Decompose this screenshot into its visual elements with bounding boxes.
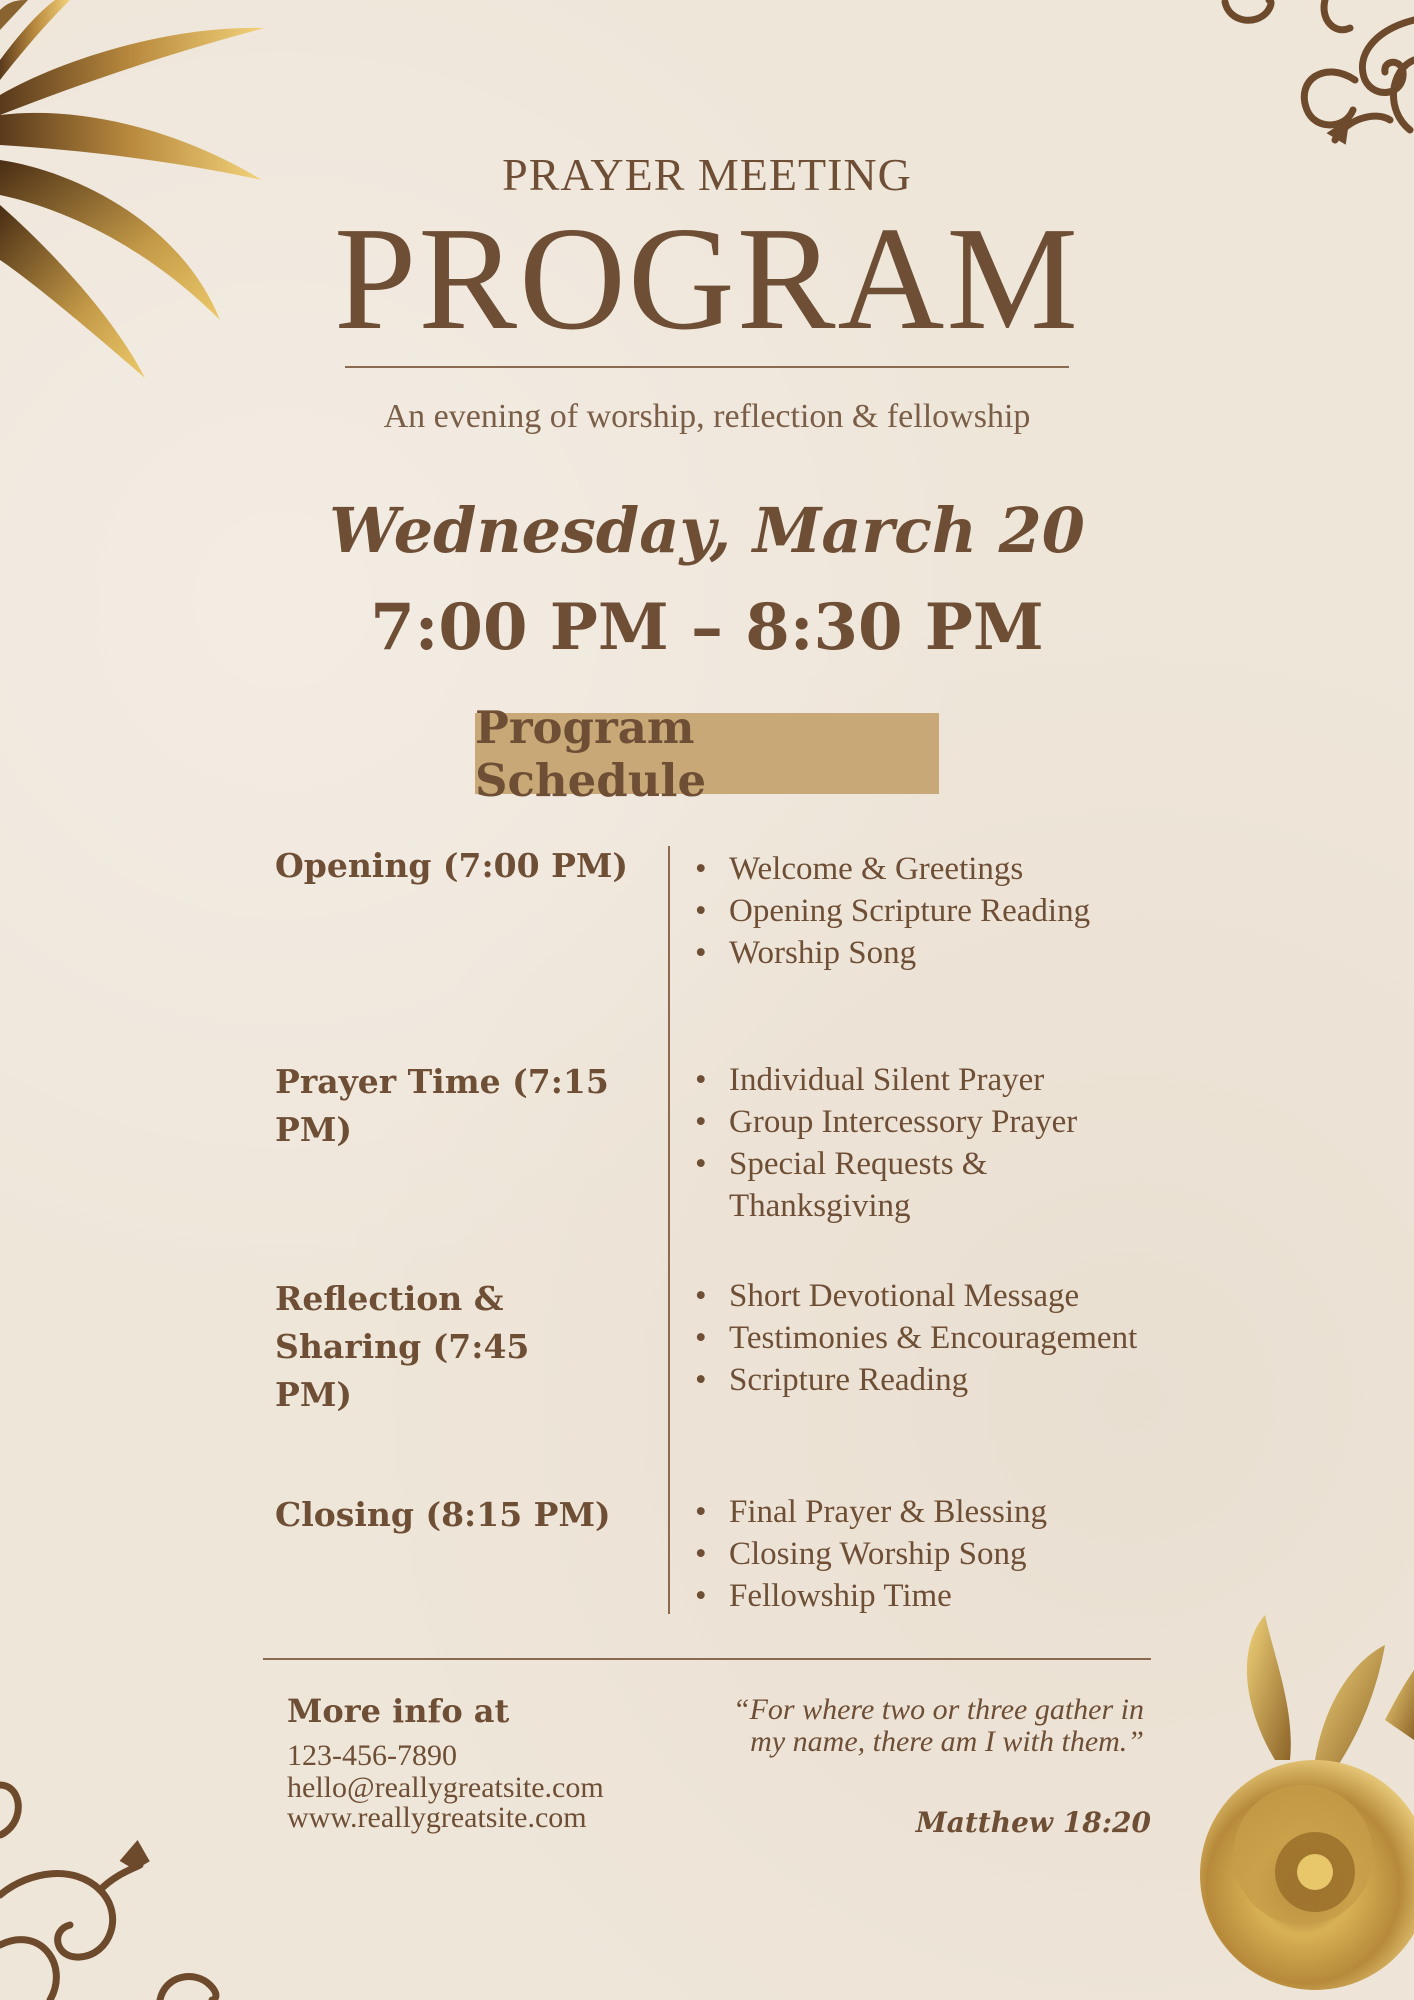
bullet-icon: • <box>695 893 707 929</box>
footer-divider <box>263 1658 1151 1660</box>
section-label-prayer-time: Prayer Time (7:15 PM) <box>275 1062 609 1149</box>
gold-flower-icon <box>1185 1610 1414 2000</box>
section-items-reflection <box>693 1275 1233 1401</box>
swirl-ornament-icon <box>1215 0 1414 160</box>
event-time: 7:00 PM – 8:30 PM <box>370 590 1044 665</box>
list-item: • Special Requests & Thanksgiving <box>693 1143 1093 1227</box>
page-title: PROGRAM <box>334 197 1080 361</box>
bullet-icon: • <box>695 1494 707 1530</box>
scripture-quote: “For where two or three gather in my name, there am I with them.” <box>732 1693 1144 1758</box>
bullet-icon: • <box>695 1578 707 1614</box>
section-items-opening <box>693 848 1233 974</box>
list-item: • Testimonies & Encouragement <box>693 1317 1233 1359</box>
section-label-opening: Opening (7:00 PM) <box>275 846 629 885</box>
section-label-reflection: Reflection & Sharing (7:45 PM) <box>275 1279 530 1414</box>
bullet-icon: • <box>695 1104 707 1140</box>
list-item: • Final Prayer & Blessing <box>693 1491 1233 1533</box>
bullet-icon: • <box>695 1146 707 1182</box>
contact-phone[interactable]: 123-456-7890 <box>287 1739 457 1772</box>
list-item: • Closing Worship Song <box>693 1533 1233 1575</box>
list-item: • Individual Silent Prayer <box>693 1059 1093 1101</box>
contact-heading: More info at <box>287 1692 510 1730</box>
list-item: • Short Devotional Message <box>693 1275 1233 1317</box>
bullet-icon: • <box>695 1320 707 1356</box>
bullet-icon: • <box>695 935 707 971</box>
contact-website[interactable]: www.reallygreatsite.com <box>287 1801 587 1834</box>
bullet-icon: • <box>695 1062 707 1098</box>
swirl-ornament-icon <box>0 1775 230 2000</box>
schedule-heading-badge <box>475 700 939 807</box>
event-date: Wednesday, March 20 <box>329 494 1085 567</box>
schedule-heading: Program Schedule <box>475 700 707 807</box>
scripture-reference: Matthew 18:20 <box>915 1806 1151 1839</box>
list-item: • Fellowship Time <box>693 1575 1233 1617</box>
event-subtitle: An evening of worship, reflection & fellowship <box>383 398 1031 435</box>
list-item: • Worship Song <box>693 932 1233 974</box>
bullet-icon: • <box>695 1362 707 1398</box>
list-item: • Group Intercessory Prayer <box>693 1101 1093 1143</box>
bullet-icon: • <box>695 1536 707 1572</box>
list-item: • Opening Scripture Reading <box>693 890 1233 932</box>
schedule-divider <box>668 846 670 1614</box>
title-divider <box>345 366 1069 368</box>
section-label-closing: Closing (8:15 PM) <box>275 1495 611 1534</box>
section-items-closing <box>693 1491 1233 1617</box>
bullet-icon: • <box>695 851 707 887</box>
list-item: • Welcome & Greetings <box>693 848 1233 890</box>
bullet-icon: • <box>695 1278 707 1314</box>
section-items-prayer-time <box>693 1059 1093 1227</box>
event-kicker: PRAYER MEETING <box>502 149 912 200</box>
contact-email[interactable]: hello@reallygreatsite.com <box>287 1771 604 1804</box>
list-item: • Scripture Reading <box>693 1359 1233 1401</box>
